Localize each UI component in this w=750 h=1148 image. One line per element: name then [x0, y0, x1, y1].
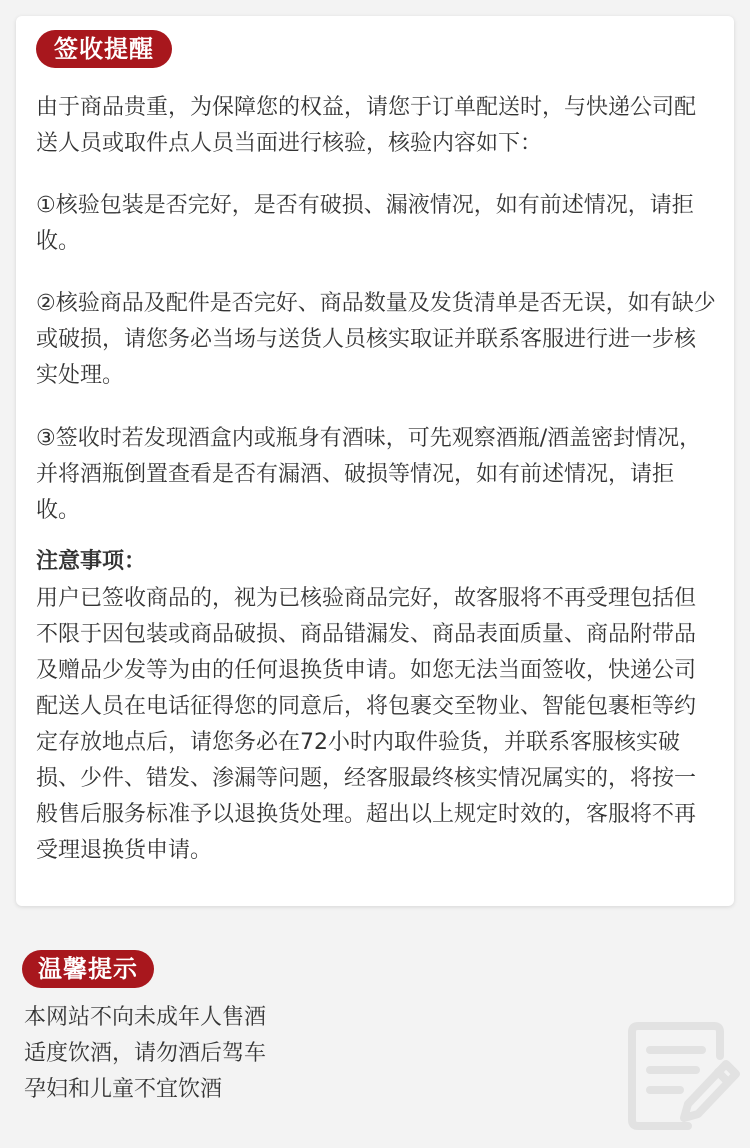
check-item-2: ②核验商品及配件是否完好、商品数量及发货清单是否无误，如有缺少或破损，请您务必当场与送货人员核实取证并联系客服进行进一步核实处理。 [36, 291, 716, 388]
warm-tips-list [24, 1000, 266, 1108]
sign-reminder-card [16, 16, 734, 906]
tip-line: 孕妇和儿童不宜饮酒 [24, 1077, 223, 1102]
tip-line: 适度饮酒，请勿酒后驾车 [24, 1041, 267, 1066]
check-item-1: ①核验包装是否完好，是否有破损、漏液情况，如有前述情况，请拒收。 [36, 193, 694, 254]
document-edit-icon [626, 1018, 744, 1136]
warm-tips-badge: 温馨提示 [22, 950, 154, 988]
sign-reminder-badge: 签收提醒 [36, 30, 172, 68]
notice-title: 注意事项： [36, 549, 147, 574]
tip-line: 本网站不向未成年人售酒 [24, 1005, 267, 1030]
notice-body: 用户已签收商品的，视为已核验商品完好，故客服将不再受理包括但不限于因包装或商品破损、商品错漏发、商品表面质量、商品附带品及赠品少发等为由的任何退换货申请。如您无法当面签收，快递公司配送人员在电话征得您的同意后，将包裹交至物业、智能包裹柜等约定存放地点后，请您务必在72小时内取件验货，并联系客服核实破损、少件、错发、渗漏等问题，经客服最终核实情况属实的，将按一般售后服务标准予以退换货处理。超出以上规定时效的，客服将不再受理退换货申请。 [36, 586, 697, 863]
check-item-3: ③签收时若发现酒盒内或瓶身有酒味，可先观察酒瓶/酒盖密封情况，并将酒瓶倒置查看是否有漏酒、破损等情况，如有前述情况，请拒收。 [36, 426, 702, 523]
sign-intro-text: 由于商品贵重，为保障您的权益，请您于订单配送时，与快递公司配送人员或取件点人员当面进行核验，核验内容如下： [36, 95, 697, 156]
